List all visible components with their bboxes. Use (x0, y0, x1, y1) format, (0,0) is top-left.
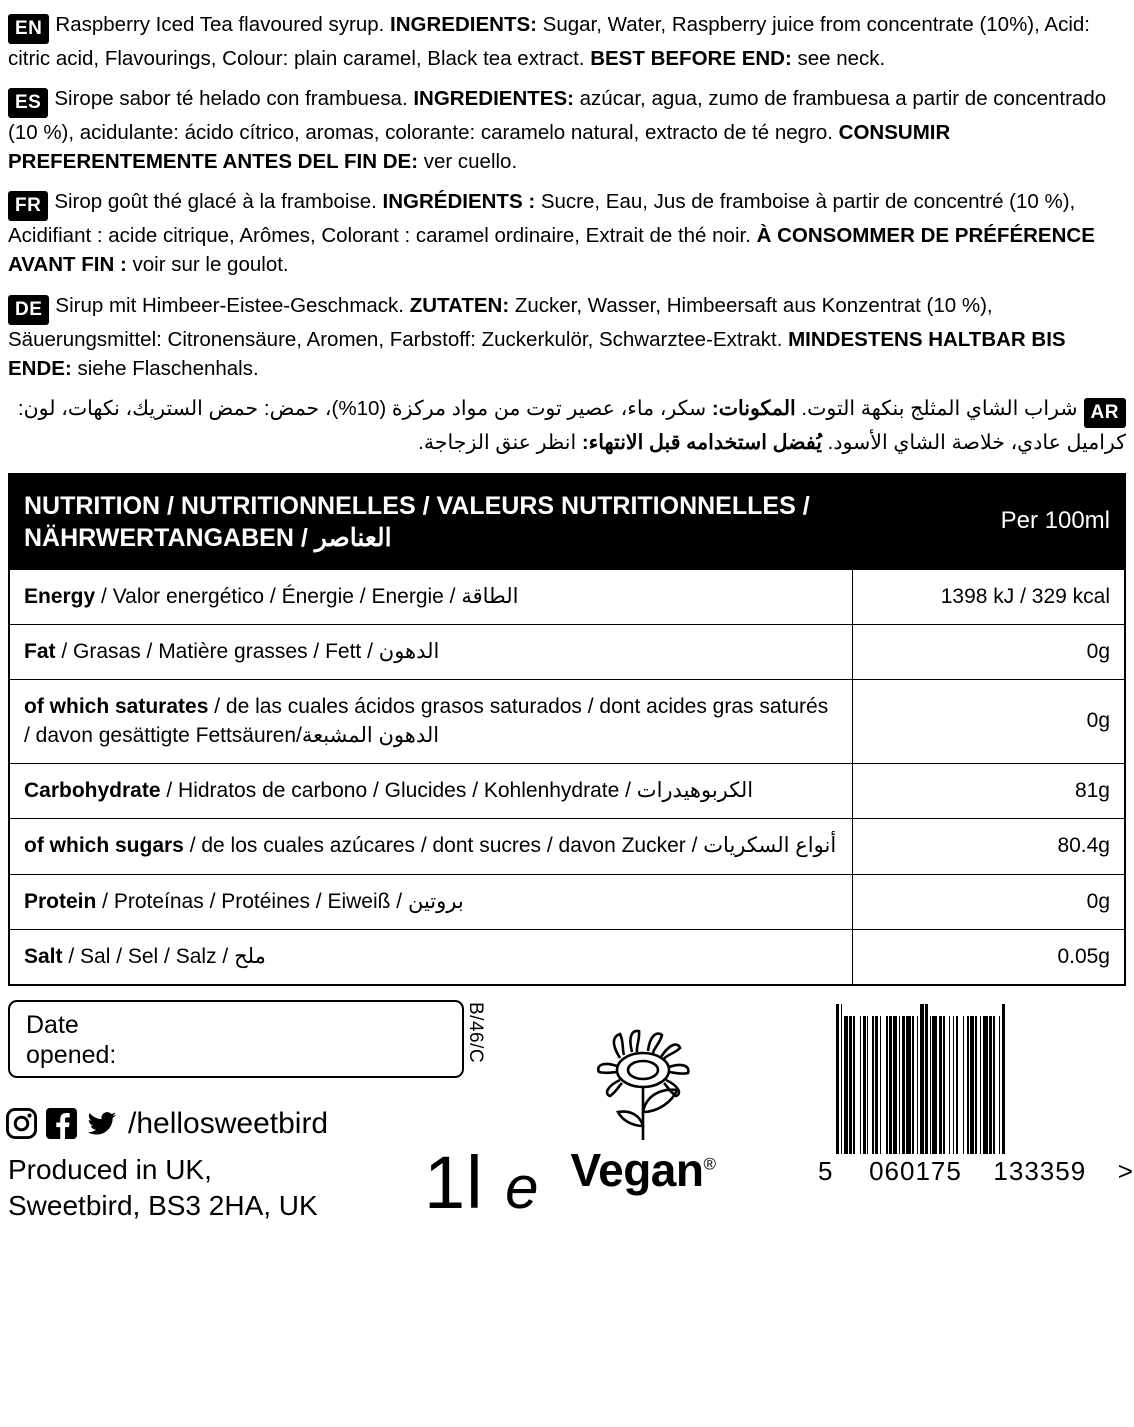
lang-text-de: Sirup mit Himbeer-Eistee-Geschmack. ZUTATEN: Zucker, Wasser, Himbeersaft aus Konzentrat (10 %), Säuerungsmittel: Citronensäure, Aromen, Farbstoff: Zuckerkulör, Schwarztee-Extrakt. MINDESTENS HALTBAR BIS ENDE: siehe Flaschenhals. (8, 293, 1066, 380)
date-opened-box (8, 1000, 464, 1078)
lang-tag-es: ES (8, 88, 48, 118)
nutrient-value: 0.05g (853, 929, 1126, 985)
nutrition-table-head (9, 474, 1125, 570)
volume-marking (424, 1141, 540, 1225)
social-handle: /hellosweetbird (128, 1106, 329, 1140)
table-row (9, 624, 1125, 679)
social-links (6, 1108, 328, 1139)
nutrient-value: 0g (853, 680, 1126, 764)
batch-code: B/46/C (465, 1002, 486, 1064)
vegan-flower-icon (562, 1028, 724, 1146)
nutrient-translations: / de las cuales ácidos grasos saturados / dont acides gras saturés / davon gesättigte Fettsäuren/ (24, 695, 829, 747)
nutrient-translations: / Proteínas / Protéines / Eiweiß / (96, 889, 408, 913)
twitter-icon (86, 1108, 117, 1139)
table-row (9, 763, 1125, 818)
label-footer (0, 1000, 1134, 1230)
nutrition-table-body (9, 569, 1125, 985)
lang-tag-de: DE (8, 295, 49, 325)
lang-block-ar (0, 394, 1134, 459)
barcode (818, 1004, 1134, 1187)
producer-line2: Sweetbird, BS3 2HA, UK (8, 1190, 318, 1222)
nutrient-name: of which sugars (24, 834, 184, 858)
nutrient-translations: / Valor energético / Énergie / Energie / (95, 584, 462, 608)
table-row (9, 819, 1125, 874)
producer-line1: Produced in UK, (8, 1154, 212, 1186)
nutrient-arabic: الدهون المشبعة (301, 723, 440, 747)
nutrition-per-cell: Per 100ml (853, 474, 1126, 570)
nutrient-value: 81g (853, 763, 1126, 818)
nutrient-label (9, 929, 853, 985)
date-opened-line2: opened: (26, 1041, 117, 1070)
barcode-digits (818, 1154, 1134, 1187)
nutrient-arabic: الدهون (378, 639, 440, 663)
nutrient-name: Fat (24, 639, 56, 663)
estimated-sign: e (505, 1154, 540, 1222)
lang-text-ar: شراب الشاي المثلج بنكهة التوت. المكونات: سكر، ماء، عصير توت من مواد مركزة (10%)، حمض: حمض الستريك، نكهات، لون: كراميل عادي، خلاصة الشاي الأسود. يُفضل استخدامه قبل الانتهاء: انظر عنق الزجاجة. (17, 396, 1126, 454)
nutrient-arabic: بروتين (407, 889, 464, 913)
date-opened-line1: Date (26, 1011, 79, 1040)
vegan-text (524, 1144, 762, 1197)
nutrient-value: 80.4g (853, 819, 1126, 874)
table-row (9, 680, 1125, 764)
nutrient-name: of which saturates (24, 695, 209, 719)
vegan-label: Vegan (570, 1144, 704, 1197)
lang-tag-en: EN (8, 14, 49, 44)
nutrient-label (9, 569, 853, 624)
nutrient-arabic: ملح (234, 944, 266, 968)
nutrient-label (9, 763, 853, 818)
volume-number: 1 (424, 1141, 467, 1225)
nutrient-arabic: أنواع السكريات (703, 834, 837, 858)
nutrient-translations: / Grasas / Matière grasses / Fett / (55, 639, 379, 663)
nutrient-arabic: الكربوهيدرات (636, 778, 754, 802)
lang-text-en: Raspberry Iced Tea flavoured syrup. INGREDIENTS: Sugar, Water, Raspberry juice from concentrate (10%), Acid: citric acid, Flavourings, Colour: plain caramel, Black tea extract. BEST BEFORE END: see neck. (8, 13, 1090, 70)
barcode-bars (818, 1004, 1134, 1154)
nutrient-value: 0g (853, 874, 1126, 929)
lang-tag-fr: FR (8, 191, 48, 221)
instagram-icon (6, 1108, 37, 1139)
nutrient-name: Salt (24, 944, 63, 968)
nutrient-value: 1398 kJ / 329 kcal (853, 569, 1126, 624)
nutrient-translations: / Hidratos de carbono / Glucides / Kohlenhydrate / (160, 778, 637, 802)
nutrition-title-cell: NUTRITION / NUTRITIONNELLES / VALEURS NUTRITIONNELLES / NÄHRWERTANGABEN / العناصر (9, 474, 853, 570)
nutrition-table (8, 473, 1126, 987)
nutrient-label (9, 680, 853, 764)
nutrient-name: Energy (24, 584, 96, 608)
lang-text-es: Sirope sabor té helado con frambuesa. INGREDIENTES: azúcar, agua, zumo de frambuesa a partir de concentrado (10 %), acidulante: ácido cítrico, aromas, colorante: caramelo natural, extracto de té negro. CONSUMIR PREFERENTEMENTE ANTES DEL FIN DE: ver cuello. (8, 87, 1107, 174)
vegan-logo (524, 1028, 762, 1197)
ingredients-languages (0, 0, 1134, 459)
barcode-group-2: 133359 (993, 1156, 1087, 1187)
lang-block-en (0, 0, 1134, 73)
table-row (9, 874, 1125, 929)
lang-text-fr: Sirop goût thé glacé à la framboise. INGRÉDIENTS : Sucre, Eau, Jus de framboise à partir de concentré (10 %), Acidifiant : acide citrique, Arômes, Colorant : caramel ordinaire, Extrait de thé noir. À CONSOMMER DE PRÉFÉRENCE AVANT FIN : voir sur le goulot. (8, 190, 1095, 277)
lang-tag-ar: AR (1084, 398, 1126, 428)
nutrient-arabic: الطاقة (461, 584, 519, 608)
lang-block-es (0, 84, 1134, 176)
nutrient-label (9, 819, 853, 874)
volume-unit: l (466, 1141, 484, 1225)
registered-mark: ® (703, 1154, 716, 1174)
producer-address (8, 1152, 318, 1224)
table-row (9, 929, 1125, 985)
nutrient-translations: / de los cuales azúcares / dont sucres / davon Zucker / (183, 834, 704, 858)
lang-block-fr (0, 187, 1134, 279)
nutrient-label (9, 874, 853, 929)
nutrient-name: Protein (24, 889, 97, 913)
nutrient-translations: / Sal / Sel / Salz / (62, 944, 235, 968)
barcode-group-1: 060175 (869, 1156, 962, 1187)
table-row (9, 569, 1125, 624)
barcode-lead-digit: 5 (818, 1156, 834, 1187)
nutrient-value: 0g (853, 624, 1126, 679)
lang-block-de (0, 291, 1134, 383)
nutrient-name: Carbohydrate (24, 778, 161, 802)
facebook-icon (46, 1108, 77, 1139)
barcode-trailing-mark: > (1117, 1156, 1134, 1187)
table-header-row (9, 474, 1125, 570)
nutrient-label (9, 624, 853, 679)
